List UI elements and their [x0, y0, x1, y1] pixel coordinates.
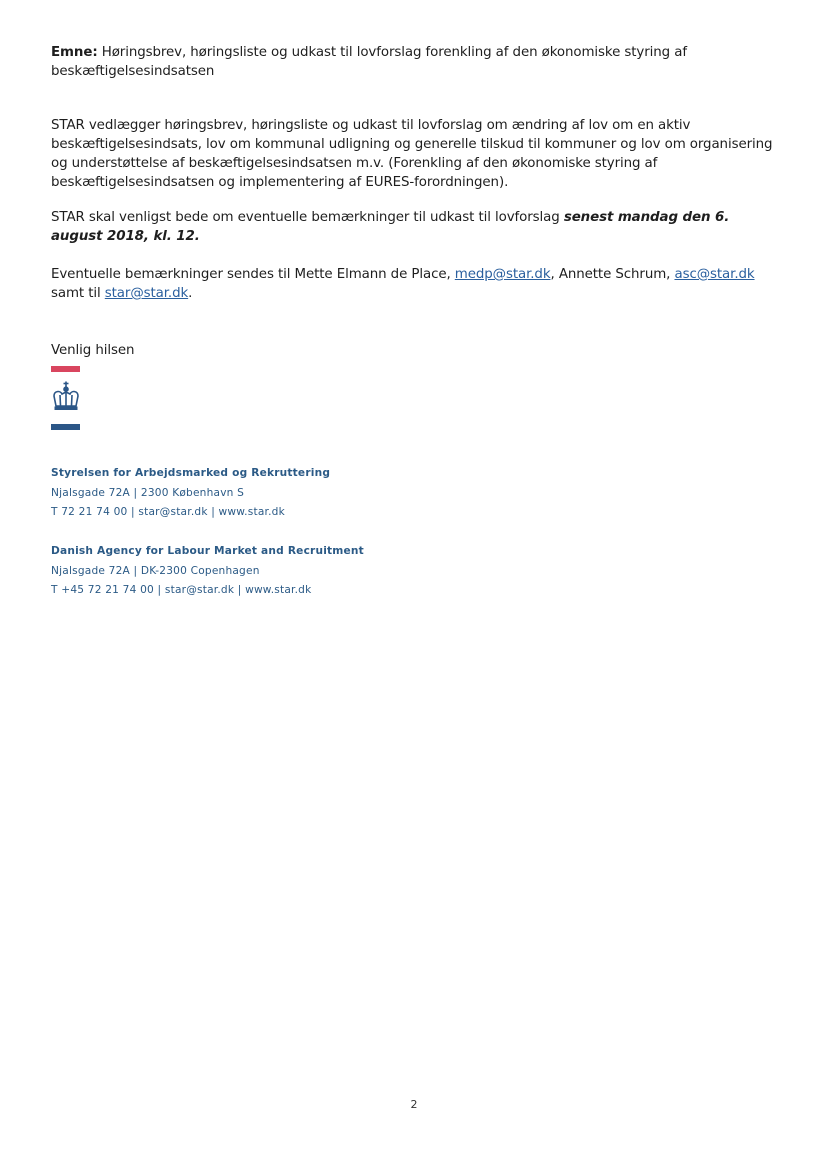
org-name-english: Danish Agency for Labour Market and Recruitment — [51, 545, 364, 557]
agency-logo — [51, 366, 81, 432]
subject-text: Høringsbrev, høringsliste og udkast til lovforslag forenkling af den økonomiske styring af beskæftigelsesindsatsen — [51, 45, 687, 79]
signature-block-english — [51, 542, 551, 601]
org-address-english: Njalsgade 72A | DK-2300 Copenhagen — [51, 564, 260, 577]
email-link-star[interactable]: star@star.dk — [104, 286, 189, 301]
royal-crown-icon — [51, 381, 81, 411]
page-number: 2 — [410, 1098, 418, 1111]
paragraph-contacts — [51, 265, 781, 303]
email-subject — [51, 43, 781, 81]
deadline-lead-text: STAR skal venligst bede om eventuelle bemærkninger til udkast til lovforslag — [51, 210, 564, 225]
signature-block-danish — [51, 464, 551, 523]
paragraph-deadline — [51, 208, 781, 246]
email-link-asc[interactable]: asc@star.dk — [674, 267, 755, 282]
paragraph-attachments: STAR vedlægger høringsbrev, høringsliste og udkast til lovforslag om ændring af lov om en aktiv beskæftigelsesindsats, lov om kommunal udligning og generelle tilskud til kommuner og lov om organisering og understøttelse af beskæftigelsesindsatsen m.v. (Forenkling af den økonomiske styring af beskæftigelsesindsatsen og implementering af EURES-forordningen). — [51, 118, 773, 190]
logo-top-bar — [51, 366, 80, 372]
email-link-medp[interactable]: medp@star.dk — [454, 267, 551, 282]
contacts-text-1: Eventuelle bemærkninger sendes til Mette Elmann de Place, — [51, 267, 455, 282]
contacts-text-2: , Annette Schrum, — [550, 267, 675, 282]
org-contact-english: T +45 72 21 74 00 | star@star.dk | www.star.dk — [51, 584, 312, 596]
subject-label: Emne: — [51, 45, 98, 60]
closing-greeting: Venlig hilsen — [51, 343, 135, 358]
deadline-date: senest mandag den 6. august 2018, kl. 12. — [51, 210, 730, 244]
org-address-danish: Njalsgade 72A | 2300 København S — [51, 486, 245, 499]
org-contact-danish: T 72 21 74 00 | star@star.dk | www.star.dk — [51, 506, 285, 518]
logo-bottom-bar — [51, 424, 80, 430]
contacts-text-4: . — [188, 286, 193, 301]
org-name-danish: Styrelsen for Arbejdsmarked og Rekruttering — [51, 467, 331, 479]
contacts-text-3: samt til — [51, 286, 105, 301]
